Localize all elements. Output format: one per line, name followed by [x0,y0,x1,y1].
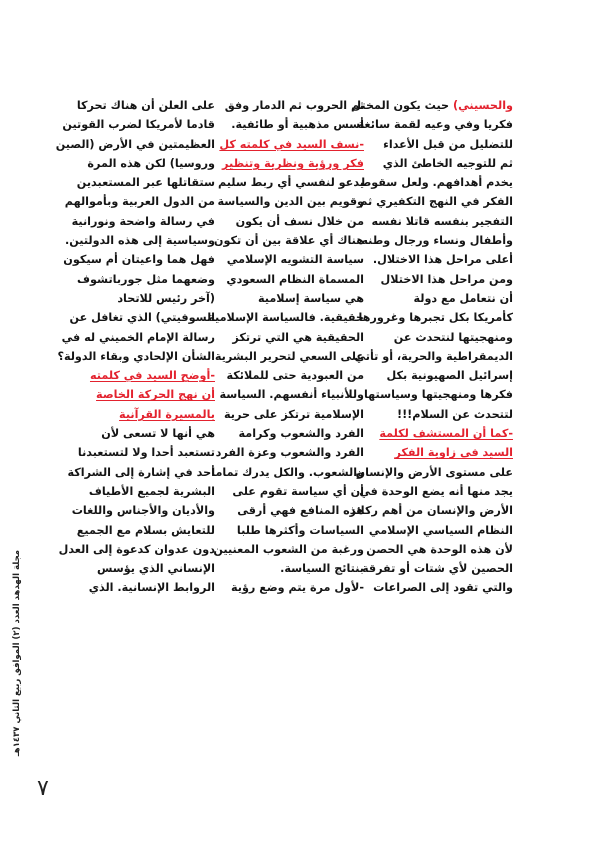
text-line: وسياسية إلى هذه الدولتين. [64,234,215,248]
text-line: هي سياسة إسلامية [257,291,364,305]
text-line: والأديان والأجناس واللغات [71,504,215,518]
text-line: على مستوى الأرض والإنسان [355,465,513,479]
text-line: هذه المنافع فهي أرقى [237,504,364,518]
article-column-right [349,96,513,598]
text-line: النظام السياسي الإسلامي [368,523,513,537]
text-line: على السعي لتحرير البشرية [214,349,364,363]
text-line: من خلال نسف أن يكون [235,214,364,228]
text-line: السياسات وأكثرها طلبا [236,523,364,537]
text-line: ومن مراحل هذا الاختلال [380,272,513,286]
text-line: التفجير بنفسه قاتلا نفسه [371,214,513,228]
text-line [351,96,513,115]
text-line: أن نتعامل مع دولة [413,291,513,305]
text-line: كأمريكا بكل تجبرها وغرورها [358,311,513,325]
text-line: دون عدوان كدعوة إلى العدل [58,542,215,556]
text-line: -نسف السيد في كلمته كل [219,137,364,151]
magazine-issue-caption: مجلة الهدهد العدد (٢) الموافق ربيع الثاني ١٤٣٧هـ [12,550,22,757]
text-line: والتي تقود إلى الصراعات [373,581,513,595]
text-line: أن أي سياسة تقوم على [232,484,364,498]
text-line: سياسة التشويه الإسلامي [226,253,364,267]
text-line: وقويم بين الدين والسياسة [217,195,364,209]
text-line: المسماة النظام السعودي [226,272,364,286]
text-line: من الدول العربية وبأموالهم [64,195,215,209]
text-line: فهل هما واعيتان أم سيكون [63,253,215,267]
text-line: أحد في إشارة إلى الشراكة [67,465,215,479]
text-line: يدعو لنفسي أي ربط سليم [217,176,364,190]
text-line: بنتائج السياسة. [280,562,364,576]
text-line: الروابط الإنسانية. الذي [88,581,215,595]
text-line: للتضليل من قبل الأعداء [383,137,513,151]
text-line: -أوضح السيد في كلمته [89,369,215,383]
text-line: تستعبد أحدا ولا لتستعبدنا [77,446,215,460]
text-line: في رسالة واضحة ونورانية [71,214,215,228]
text-line: رسالة الإمام الخميني له في [61,330,215,344]
text-line: الشأن الإلحادي وبقاء الدولة؟ [57,349,215,363]
text-line: أسس مذهبية أو طائفية. [231,118,364,132]
text-line: فكرها ومنهجيتها وسياستها [363,388,513,402]
text-line: ورغبة من الشعوب المعنيين [213,542,364,556]
text-line: ثم الحروب ثم الدمار وفق [224,99,364,112]
text-line: فكريا وفي وعيه لقمة سائغة [357,118,513,132]
text-line: والشعوب. والكل يدرك تماما [211,465,364,479]
text-line: الأرض والإنسان من أهم ركائز [349,504,513,518]
text-line: وروسيا) لكن هذه المرة [87,156,215,170]
text-line: ثم للتوجيه الخاطئ الذي [382,156,513,170]
text-line: لتتحدث عن السلام!!! [396,407,513,421]
text-line: يجد منها أنه يضع الوحدة في [359,484,513,498]
page-number: ٧ [37,776,49,801]
text-line: للتعايش بسلام مع الجميع [76,523,215,537]
article-column-middle [208,96,364,598]
text-line: إسرائيل الصهيونية بكل [386,369,513,383]
text-line: يخدم أهدافهم. ولعل سقوط [359,176,513,190]
text-line: ومنهجيتها لنتحدث عن [393,330,513,344]
article-column-left [55,96,215,598]
text-line: أعلى مراحل هذا الاختلال. [372,253,513,267]
text-line: -كما أن المستشف لكلمة [379,427,513,441]
text-line: هناك أي علاقة بين أن تكون [213,234,364,248]
text-line: (آخر رئيس للاتحاد [117,291,215,305]
text-line: من العبودية حتى للملائكة [226,369,364,383]
text-line: لأن هذه الوحدة هي الحصن [366,542,513,556]
text-line: السيد في زاوية الفكر [394,446,513,460]
highlight-fragment: والحسيني) [452,99,513,112]
text-fragment: حيث يكون المختل [351,99,453,112]
text-line: بالمسيرة القرآنية [119,407,215,421]
text-line: الحصين لأي شتات أو تفرقة [361,562,513,576]
text-line: حقيقية. فالسياسة الإسلامية [208,311,364,325]
text-line: العظيمتين في الأرض (الصين [55,137,215,151]
text-line: الإسلامية ترتكز على حرية [224,407,364,421]
text-line: البشرية لجميع الأطياف [88,484,215,498]
text-line: الفكر في النهج التكفيري ثم [359,195,513,209]
text-line: أن نهج الحركة الخاصة [96,388,215,402]
text-line: الحقيقية هي التي ترتكز [232,330,364,344]
text-line: الفرد والشعوب وعزة الفرد [215,446,364,460]
text-line: قادما لأمريكا لضرب القوتين [62,118,215,132]
text-line: وضعهما مثل جورباتشوف [77,272,215,286]
text-line: الفرد والشعوب وكرامة [238,427,364,441]
text-line: السوفيتي) الذي تغافل عن [69,311,215,325]
text-line: الإنساني الذي يؤسس [96,562,215,576]
text-line: ستقاتلها عبر المستعبدين [76,176,215,190]
text-line: الديمقراطية والحرية، أو تأتي [354,349,513,363]
text-line: وأطفال ونساء ورجال وطنه [361,234,513,248]
text-line: وللأنبياء أنفسهم. السياسة [219,388,364,402]
text-line: -لأول مرة يتم وضع رؤية [230,581,364,595]
text-line: فكر ورؤية ونظرية وتنظير [222,156,364,170]
text-line: على العلن أن هناك تحركا [76,99,215,112]
text-line: هي أنها لا تسعى لأن [101,427,215,441]
